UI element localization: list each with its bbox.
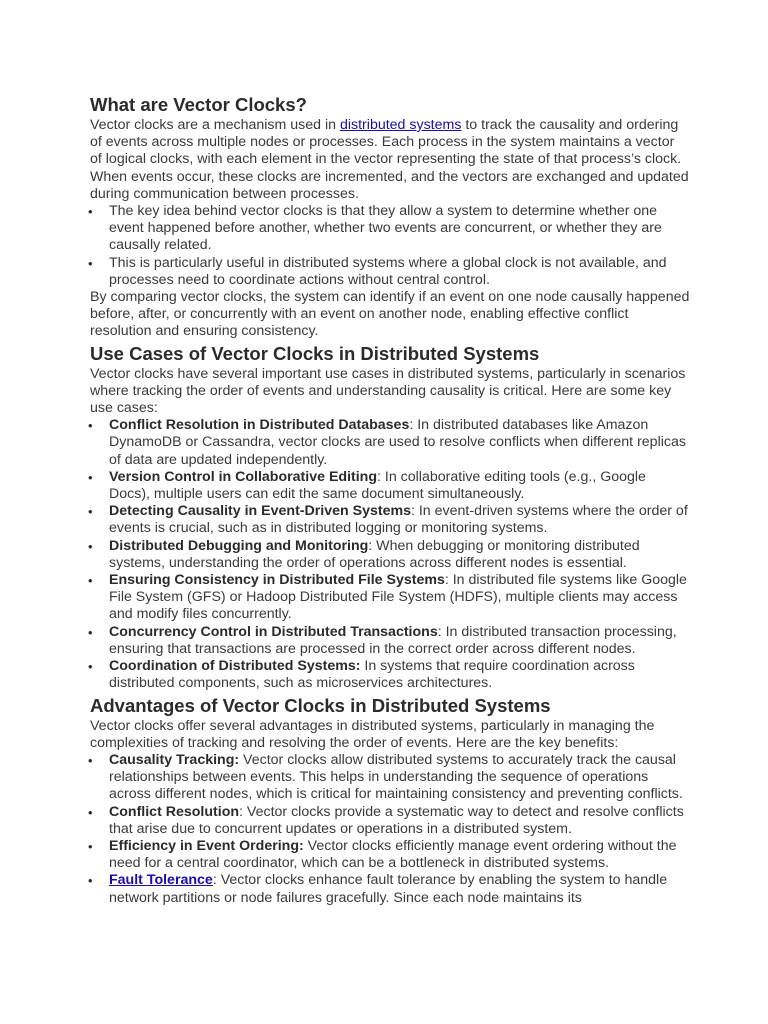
list-item: [90, 469, 690, 503]
list-item: [90, 804, 690, 838]
list-item-text: Vector clocks efficiently manage event ordering without the need for a central coordinator, which can be a bottleneck in distributed systems.: [109, 837, 677, 872]
list-item: [90, 838, 690, 872]
heading-use-cases: Use Cases of Vector Clocks in Distributed Systems: [90, 342, 540, 364]
list-item-term: Distributed Debugging and Monitoring: [109, 537, 369, 554]
list-item: • The key idea behind vector clocks is that they allow a system to determine whether one event happened before another, whether two events are concurrent, or whether they are causally related.: [90, 203, 690, 255]
list-item-text: : In distributed databases like Amazon DynamoDB or Cassandra, vector clocks are used to resolve conflicts when different replicas of data are updated independently.: [109, 417, 686, 468]
list-item: • This is particularly useful in distributed systems where a global clock is not available, and processes need to coordinate actions without central control.: [90, 255, 690, 289]
use-cases-list: [90, 417, 690, 692]
list-item: [90, 872, 690, 906]
list-item-text: : In collaborative editing tools (e.g., Google Docs), multiple users can edit the same document simultaneously.: [109, 468, 646, 503]
advantages-list: [90, 752, 690, 907]
what-intro-pre: Vector clocks are a mechanism used in: [90, 117, 340, 133]
list-item-term: Detecting Causality in Event-Driven Systems: [109, 503, 411, 520]
use-cases-intro: Vector clocks have several important use cases in distributed systems, particularly in scenarios where tracking the order of events and understanding causality is critical. Here are some key use cases:: [90, 365, 686, 417]
list-item-term: Conflict Resolution: [109, 803, 240, 820]
what-outro-paragraph: By comparing vector clocks, the system can identify if an event on one node causally happened before, after, or concurrently with an event on another node, enabling effective conflict resolution and ensuring consistency.: [90, 289, 690, 340]
list-item-text: : Vector clocks provide a systematic way to detect and resolve conflicts that arise due to concurrent updates or operations in a distributed system.: [109, 803, 684, 837]
list-item: [90, 658, 690, 692]
list-item-text: : In distributed file systems like Google File System (GFS) or Hadoop Distributed File System (HDFS), multiple clients may access and modify files concurrently.: [109, 572, 687, 623]
list-item-term: Version Control in Collaborative Editing: [109, 468, 378, 485]
list-item-term: Conflict Resolution in Distributed Databases: [109, 417, 410, 434]
list-item-term: Efficiency in Event Ordering:: [109, 837, 304, 854]
what-intro-post: to track the causality and ordering of events across multiple nodes or processes. Each process in the system maintains a vector of logical clocks, with each element in the vector representing the state of that process’s clock. When events occur, these clocks are incremented, and the vectors are exchanged and updated during communication between processes.: [90, 117, 689, 202]
list-item: [90, 624, 690, 658]
list-item-term: Causality Tracking:: [109, 751, 240, 768]
what-intro-paragraph: [90, 117, 690, 203]
what-bullet-list: [90, 203, 690, 289]
list-item: [90, 538, 690, 572]
list-item: [90, 417, 690, 469]
list-item-text: : In distributed transaction processing, ensuring that transactions are processed in the correct order across different nodes.: [109, 623, 677, 657]
list-item-text: : Vector clocks enhance fault tolerance by enabling the system to handle network partitions or node failures gracefully. Since each node maintains its: [109, 872, 668, 906]
list-item: [90, 503, 690, 537]
heading-what-are-vector-clocks: What are Vector Clocks?: [90, 94, 307, 115]
list-item-text: In systems that require coordination across distributed components, such as microservices architectures.: [109, 658, 635, 692]
list-item-text: Vector clocks allow distributed systems to accurately track the causal relationships between events. This helps in understanding the sequence of operations across different nodes, which is critical for maintaining consistency and preventing conflicts.: [109, 751, 683, 803]
list-item-term: Ensuring Consistency in Distributed File Systems: [109, 572, 445, 589]
heading-advantages: Advantages of Vector Clocks in Distributed Systems: [90, 694, 551, 716]
list-item: [90, 572, 690, 624]
article-content: [90, 93, 690, 907]
list-item-text: : When debugging or monitoring distributed systems, understanding the order of operations across different nodes is essential.: [109, 537, 640, 571]
list-item-term: Concurrency Control in Distributed Transactions: [109, 623, 438, 640]
distributed-systems-link[interactable]: distributed systems: [339, 117, 462, 133]
list-item-term: Coordination of Distributed Systems:: [109, 658, 361, 675]
list-item-text: : In event-driven systems where the order of events is crucial, such as in distributed logging or monitoring systems.: [109, 503, 688, 537]
list-item: [90, 752, 690, 804]
advantages-intro: Vector clocks offer several advantages in distributed systems, particularly in managing the complexities of tracking and resolving the order of events. Here are the key benefits:: [90, 717, 655, 751]
fault-tolerance-link[interactable]: Fault Tolerance: [109, 872, 213, 889]
